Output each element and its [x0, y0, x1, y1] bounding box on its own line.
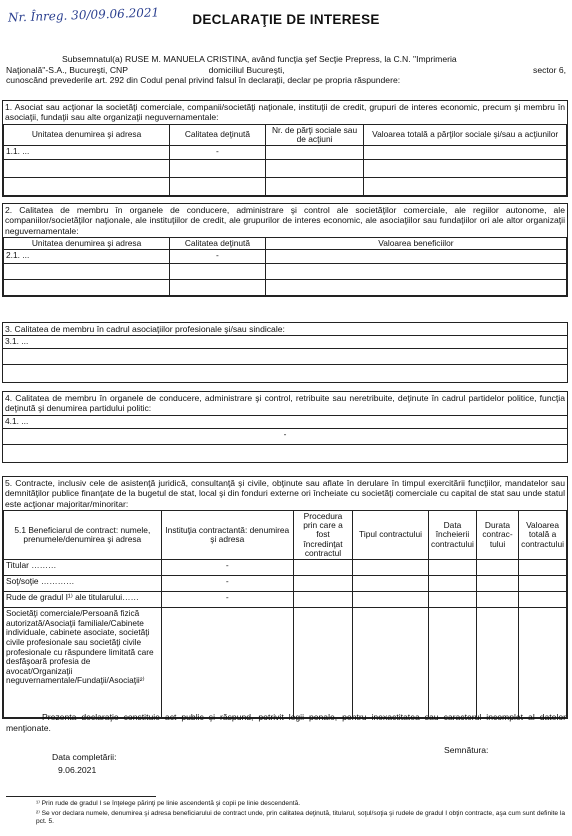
date-value: 9.06.2021 [58, 765, 97, 775]
intro-domicile-label: domiciliul Bucureşti, [208, 64, 285, 75]
list-item: 4.1. ... [3, 415, 567, 428]
col-header: Unitatea denumirea şi adresa [4, 237, 170, 249]
table-cell: Societăţi comerciale/Persoană fizică autorizată/Asociaţii familiale/Cabinete individuale, cabinete asociate, societăţi civile profesionale sau societăţi civile profesionale cu răspundere limitată care desfăşoară profesia de avocat/Organizaţii neguvernamentale/Fundaţii/Asociaţii²⁾ [4, 608, 162, 718]
col-header: Calitatea deţinută [170, 124, 266, 145]
col-header: Calitatea deţinută [170, 237, 266, 249]
table-header-row [4, 237, 567, 249]
intro-line-2 [6, 65, 566, 76]
col-header: Tipul contractului [353, 510, 429, 559]
section-1 [2, 100, 568, 197]
table-row [4, 280, 567, 296]
table-row [4, 160, 567, 178]
table-cell: 2.1. ... [4, 250, 170, 264]
col-header: Valoarea totală a părţilor sociale şi/sau a acţiunilor [364, 124, 567, 145]
table-cell: 1.1. ... [4, 146, 170, 160]
table-header-row [4, 124, 567, 145]
col-header: 5.1 Beneficiarul de contract: numele, prenumele/denumirea şi adresa [4, 510, 162, 559]
section-5 [2, 476, 568, 719]
table-row [4, 264, 567, 280]
list-item [3, 364, 567, 382]
col-header: Durata contrac-tului [476, 510, 518, 559]
date-label: Data completării: [52, 752, 117, 762]
section-2-table [3, 237, 567, 296]
closing-text: Prezenta declaraţie constituie act public şi răspund, potrivit legii penale, pentru inexactitatea sau caracterul incomplet al datelor menţionate. [6, 712, 566, 733]
table-header-row [4, 510, 567, 559]
table-cell [265, 146, 364, 160]
document-title: DECLARAŢIE DE INTERESE [192, 12, 380, 27]
list-item: - [3, 428, 567, 444]
table-row [4, 592, 567, 608]
table-cell [364, 146, 567, 160]
col-header: Data încheierii contractului [429, 510, 477, 559]
intro-line-1: Subsemnatul(a) RUSE M. MANUELA CRISTINA, având funcţia şef Secţie Prepress, la C.N. "Imprimeria [62, 54, 457, 64]
footnote-divider [6, 796, 156, 797]
table-cell: - [170, 250, 266, 264]
table-row [4, 146, 567, 160]
list-item: 3.1. ... [3, 335, 567, 348]
table-row [4, 560, 567, 576]
section-3 [2, 322, 568, 383]
table-cell: - [170, 146, 266, 160]
section-5-table [3, 510, 567, 718]
list-item [3, 444, 567, 462]
intro-paragraph [6, 54, 566, 86]
col-header: Valoarea beneficiilor [265, 237, 566, 249]
section-1-table [3, 124, 567, 196]
section-4-heading: 4. Calitatea de membru în organele de conducere, administrare şi control, retribuite sau neretribuite, deţinute în cadrul partidelor politice, funcţia deţinută şi denumirea partidului politic: [5, 393, 565, 414]
table-cell [265, 250, 566, 264]
intro-line-3: cunoscând prevederile art. 292 din Codul penal privind falsul în declaraţii, declar pe propria răspundere: [6, 75, 401, 86]
list-item [3, 348, 567, 364]
table-cell: Rude de gradul I¹⁾ ale titularului…… [4, 592, 162, 608]
section-3-heading: 3. Calitatea de membru în cadrul asociaţiilor profesionale şi/sau sindicale: [5, 324, 285, 334]
intro-sector: sector 6, [533, 64, 566, 75]
section-4 [2, 391, 568, 463]
col-header: Valoarea totală a contractului [519, 510, 567, 559]
table-cell: - [161, 560, 293, 576]
col-header: Unitatea denumirea şi adresa [4, 124, 170, 145]
table-cell: Titular ……… [4, 560, 162, 576]
table-cell: - [161, 592, 293, 608]
table-row [4, 608, 567, 718]
table-row [4, 250, 567, 264]
col-header: Instituţia contractantă: denumirea şi adresa [161, 510, 293, 559]
handwritten-registration-number: Nr. Înreg. 30/09.06.2021 [7, 5, 160, 25]
footnote-2: ²⁾ Se vor declara numele, denumirea şi adresa beneficiarului de contract unde, prin calitatea deţinută, titularul, soţul/soţia şi rudele de gradul I obţin contracte, aşa cum sunt definite la pct. 5. [36, 810, 566, 825]
intro-cnp-label: Naţională"-S.A., Bucureşti, CNP [6, 64, 128, 75]
col-header: Procedura prin care a fost încredinţat contractul [293, 510, 352, 559]
footnote-1: ¹⁾ Prin rude de gradul I se înţelege părinţi pe linie ascendentă şi copii pe linie descendentă. [36, 800, 301, 807]
table-cell: - [161, 576, 293, 592]
section-2 [2, 203, 568, 297]
section-1-heading: 1. Asociat sau acţionar la societăţi comerciale, companii/societăţi naţionale, instituţii de credit, grupuri de interes economic, precum şi membru în asociaţii, fundaţii sau alte organizaţii neguvernamentale: [5, 102, 565, 123]
closing-statement [6, 712, 566, 733]
table-row [4, 178, 567, 196]
section-5-heading: 5. Contracte, inclusiv cele de asistenţă juridică, consultanţă şi civile, obţinute sau aflate în derulare în timpul exercitării funcţiilor, mandatelor sau demnităţilor publice finanţate de la bugetul de stat, local şi din fonduri externe ori încheiate cu societăţi comerciale cu capital de stat sau unde statul este acţionar majoritar/minoritar: [5, 478, 565, 509]
signature-label: Semnătura: [444, 745, 489, 755]
section-2-heading: 2. Calitatea de membru în organele de conducere, administrare şi control ale societăţilor comerciale, ale regiilor autonome, ale companiilor/societăţilor naţionale, ale instituţiilor de credit, ale grupurilor de interes economic, ale asociaţiilor sau fundaţiilor ori ale altor organizaţii neguvernamentale: [5, 205, 565, 236]
col-header: Nr. de părţi sociale sau de acţiuni [265, 124, 364, 145]
table-cell: Soţ/soţie ………… [4, 576, 162, 592]
table-row [4, 576, 567, 592]
